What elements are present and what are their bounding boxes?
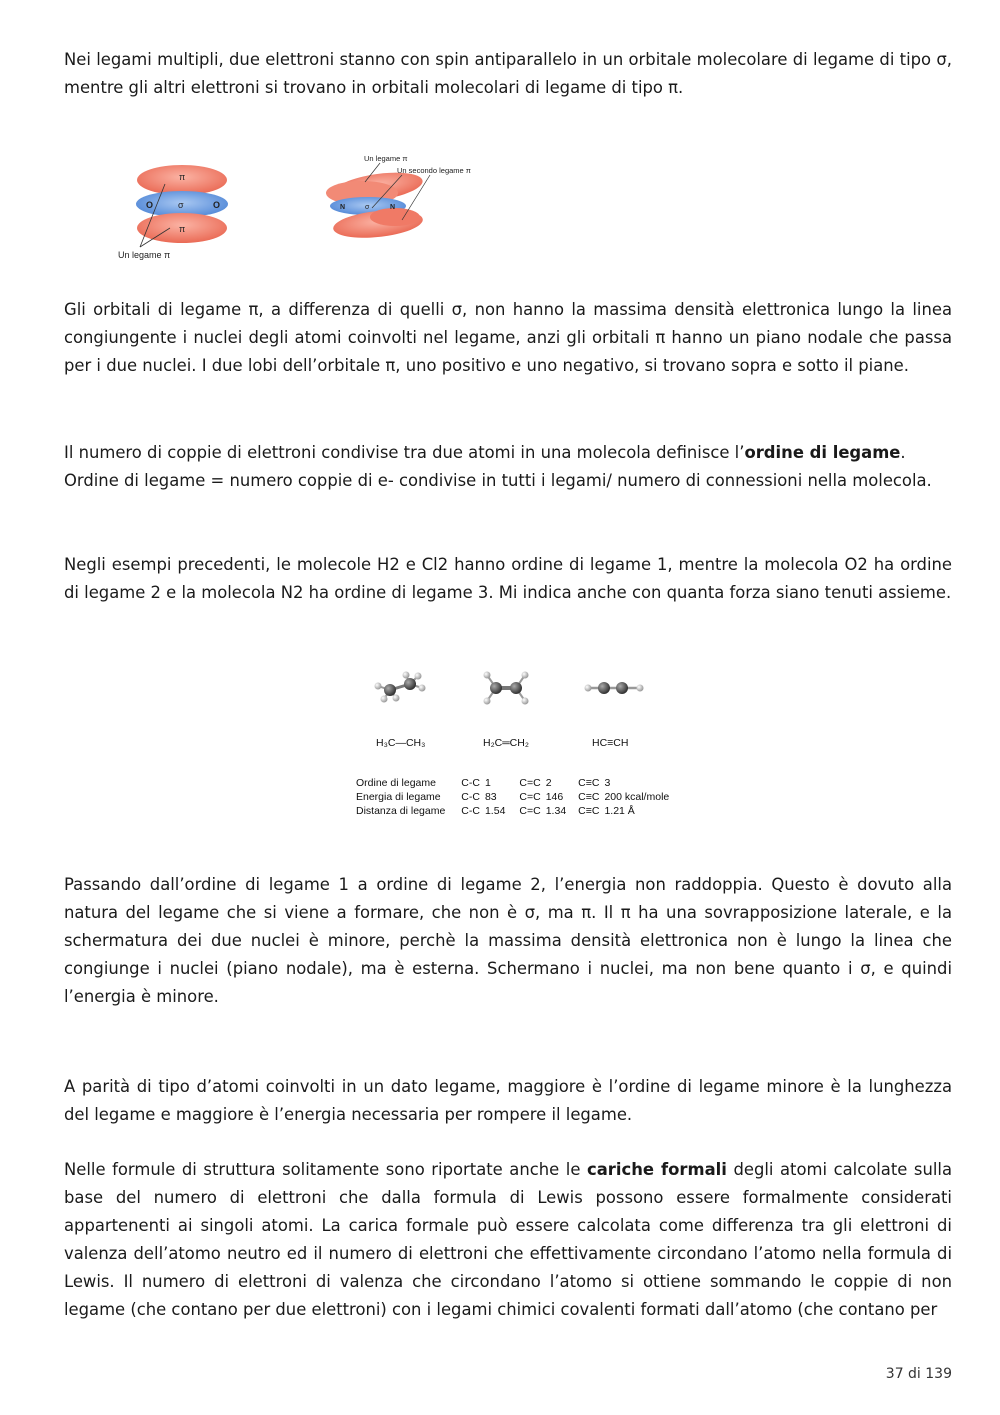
paragraph-multiple-bonds: Nei legami multipli, due elettroni stanno con spin antiparallelo in un orbitale molecolare di legame di tipo σ, mentre gli altri elettroni si trovano in orbitali molecolari di legame di tipo π.: [64, 50, 952, 97]
paragraph-pi-orbitals: Gli orbitali di legame π, a differenza di quelli σ, non hanno la massima densità elettronica lungo la linea congiungente i nuclei degli atomi coinvolti nel legame, anzi gli orbitali π hanno un piano nodale che passa per i due nuclei. I due lobi dell’orbitale π, uno positivo e uno negativo, si trovano sopra e sotto il piane.: [64, 300, 952, 375]
svg-text:Un secondo legame π: Un secondo legame π: [397, 166, 471, 175]
paragraph-formal-charges: [64, 1156, 952, 1324]
molecules-figure: [356, 666, 676, 756]
paragraph-bond-order: [64, 439, 952, 495]
svg-text:π: π: [179, 172, 186, 182]
svg-text:σ: σ: [178, 200, 184, 210]
ethene-formula: H₂C═CH₂: [483, 737, 529, 749]
ethyne-formula: HC≡CH: [592, 737, 629, 749]
bond-order-term: ordine di legame: [744, 443, 901, 462]
svg-text:N: N: [340, 204, 346, 211]
orbital-diagram: [110, 150, 480, 265]
svg-text:π: π: [179, 224, 186, 234]
table-row: Distanza di legame C-C 1.54 C=C 1.34 C≡C 1.21 Å: [356, 805, 635, 817]
paragraph-examples: Negli esempi precedenti, le molecole H2 e Cl2 hanno ordine di legame 1, mentre la molecola O2 ha ordine di legame 2 e la molecola N2 ha ordine di legame 3. Mi indica anche con quanta forza siano tenuti assieme.: [64, 555, 952, 602]
formal-charges-post: degli atomi calcolate sulla base del numero di elettroni che dalla formula di Lewis possono essere formalmente considerati appartenenti ai singoli atomi. La carica formale può essere calcolata come differenza tra gli elettroni di valenza dell’atomo neutro ed il numero di elettroni che effettivamente circondano l’atomo nella formula di Lewis. Il numero di elettroni di valenza che circondano l’atomo si ottiene sommando le coppie di non legame (che contano per due elettroni) con i legami chimici covalenti formati dall’atomo (che contano per: [64, 1160, 952, 1319]
svg-text:Un legame π: Un legame π: [364, 154, 408, 163]
svg-text:Un legame π: Un legame π: [118, 250, 171, 260]
ethane-formula: H₃C—CH₃: [376, 737, 426, 749]
bond-order-definition: Ordine di legame = numero coppie di e- condivise in tutti i legami/ numero di connessioni nella molecola.: [64, 471, 932, 490]
table-row: Ordine di legame C-C 1 C=C 2 C≡C 3: [356, 777, 611, 789]
formal-charges-pre: Nelle formule di struttura solitamente sono riportate anche le: [64, 1160, 587, 1179]
svg-text:O: O: [213, 200, 221, 210]
bond-order-text-pre: Il numero di coppie di elettroni condivise tra due atomi in una molecola definisce l’: [64, 443, 745, 462]
formal-charges-term: cariche formali: [587, 1160, 727, 1179]
paragraph-energy: Passando dall’ordine di legame 1 a ordine di legame 2, l’energia non raddoppia. Questo è dovuto alla natura del legame che si viene a formare, che non è σ, ma π. Il π ha una sovrapposizione laterale, e la schermatura dei due nuclei è minore, perchè la massima densità elettronica non è lungo la linea che congiunge i nuclei (piano nodale), ma è esterna. Schermano i nuclei, ma non bene quanto i σ, e quindi l’energia è minore.: [64, 875, 952, 1006]
svg-text:σ: σ: [365, 204, 370, 211]
svg-text:O: O: [146, 200, 154, 210]
o2-orbitals: [118, 165, 228, 260]
page-number: 37 di 139: [885, 1366, 952, 1382]
bond-properties-table: [356, 776, 674, 818]
ethyne-model: [585, 682, 644, 694]
bond-order-text-post: .: [900, 443, 906, 462]
ethane-model: [375, 672, 426, 703]
n2-orbitals: [326, 154, 471, 242]
svg-text:N: N: [390, 204, 396, 211]
ethene-model: [484, 672, 529, 705]
table-row: Energia di legame C-C 83 C=C 146 C≡C 200 kcal/mole: [356, 791, 670, 803]
paragraph-bond-length: A parità di tipo d’atomi coinvolti in un dato legame, maggiore è l’ordine di legame minore è la lunghezza del legame e maggiore è l’energia necessaria per rompere il legame.: [64, 1077, 952, 1124]
